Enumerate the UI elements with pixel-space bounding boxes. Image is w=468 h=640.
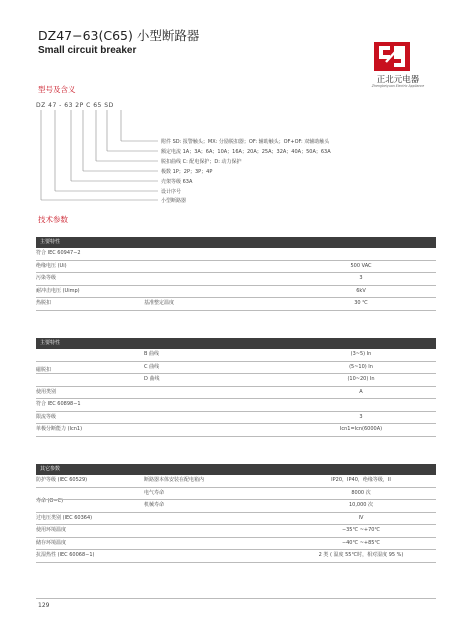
model-desc-design-no: 设计序号 bbox=[161, 189, 182, 195]
table-cell: 电气寿命 bbox=[144, 489, 165, 496]
model-desc-rated-current: 额定电流 1A；3A；6A；10A；16A；20A；25A；32A；40A；50A；63A bbox=[161, 149, 331, 155]
table-cell: 绝缘电压 (Ui) bbox=[36, 262, 67, 269]
table-cell: Icn1=Icn(6000A) bbox=[339, 426, 383, 432]
table-row bbox=[36, 525, 436, 538]
table-cell: 使用类别 bbox=[36, 388, 57, 395]
table-cell: 30 ℃ bbox=[354, 300, 368, 306]
table-row bbox=[36, 298, 436, 311]
table-row bbox=[36, 374, 436, 387]
table-cell: 2 类 ( 温度 55℃时，相对湿度 95 %) bbox=[318, 552, 404, 558]
table-cell: D 曲线 bbox=[144, 376, 160, 382]
table-cell bbox=[286, 399, 436, 411]
table-cell: 污染等级 bbox=[36, 275, 57, 281]
table-row bbox=[36, 273, 436, 286]
table-cell: 抗湿热性 (IEC 60068−1) bbox=[36, 552, 95, 558]
table-merged-label-magnetic-trip: 磁脱扣 bbox=[36, 367, 52, 373]
table-row bbox=[36, 488, 436, 501]
table-row bbox=[36, 513, 436, 526]
table-cell: 限流等级 bbox=[36, 413, 57, 420]
table-other-parameters bbox=[36, 464, 436, 563]
table-cell: 3 bbox=[359, 413, 363, 420]
table-cell: 10,000 次 bbox=[348, 502, 374, 508]
table-cell: (10~20) In bbox=[347, 376, 375, 382]
table-row bbox=[36, 248, 436, 261]
table-row bbox=[36, 550, 436, 563]
brand-tagline: Zhengbeiyuan Electric Appliance bbox=[371, 84, 425, 88]
section-title-tech: 技术参数 bbox=[38, 215, 68, 224]
table-row bbox=[36, 399, 436, 412]
table-cell: 6kV bbox=[356, 287, 366, 294]
page-number: 129 bbox=[38, 602, 50, 609]
table-header: 主要特性 bbox=[36, 237, 436, 248]
table-row bbox=[36, 538, 436, 551]
table-cell: 使用环境温度 bbox=[36, 527, 67, 533]
table-cell: 500 VAC bbox=[350, 262, 372, 269]
table-cell: 符合 IEC 60947−2 bbox=[36, 250, 81, 256]
table-row bbox=[36, 475, 436, 488]
table-cell: 储存环境温度 bbox=[36, 539, 67, 546]
table-row bbox=[36, 387, 436, 400]
table-merged-label-lifespan: 寿命 (O−C) bbox=[36, 498, 64, 504]
table-cell: 单极分断能力 (Icn1) bbox=[36, 426, 83, 432]
table-cell: IV bbox=[358, 514, 364, 521]
model-desc-frame: 壳架等级 63A bbox=[161, 179, 193, 185]
model-desc-accessory: 附件 SD: 报警触头；MX: 分励脱扣器；OF: 辅助触头；OF+OF: 双辅助触头 bbox=[161, 139, 330, 145]
model-desc-trip-curve: 脱扣曲线 C: 配电保护；D: 动力保护 bbox=[161, 159, 242, 165]
table-cell: 热脱扣 bbox=[36, 300, 52, 306]
table-cell: 过电压类别 (IEC 60364) bbox=[36, 514, 93, 521]
footer-divider bbox=[36, 598, 436, 599]
table-cell: 基准整定温度 bbox=[144, 300, 175, 306]
table-row bbox=[36, 412, 436, 425]
table-cell: 防护等级 (IEC 60529) bbox=[36, 477, 88, 483]
table-cell: 8000 次 bbox=[351, 489, 371, 496]
table-row bbox=[36, 500, 436, 513]
table-cell: 符合 IEC 60898−1 bbox=[36, 401, 81, 407]
model-code: DZ 47 - 63 2P C 65 SD bbox=[36, 102, 114, 109]
table-header: 其它参数 bbox=[36, 464, 436, 475]
page-title: DZ47−63(C65) 小型断路器 bbox=[38, 28, 200, 43]
table-cell: −35℃ ~+70℃ bbox=[341, 527, 381, 533]
model-desc-product: 小型断路器 bbox=[161, 198, 187, 204]
table-cell: C 曲线 bbox=[144, 363, 160, 370]
table-cell: 3 bbox=[359, 275, 363, 281]
table-header: 主要特性 bbox=[36, 338, 436, 349]
table-cell: 耐冲击电压 (Uimp) bbox=[36, 287, 80, 294]
table-cell: (5~10) In bbox=[349, 363, 373, 370]
table-cell: −40℃ ~+85℃ bbox=[341, 539, 381, 546]
table-cell: IP20，IP40，绝缘等级，II bbox=[331, 477, 391, 483]
table-cell: B 曲线 bbox=[144, 351, 160, 357]
table-main-characteristics-1 bbox=[36, 237, 436, 311]
table-cell: 机械寿命 bbox=[144, 502, 165, 508]
model-desc-poles: 极数 1P；2P；3P；4P bbox=[161, 169, 213, 175]
table-row bbox=[36, 349, 436, 362]
table-cell: (3~5) In bbox=[350, 351, 372, 357]
table-main-characteristics-2 bbox=[36, 338, 436, 437]
table-cell: 断路器本体安装在配电箱内 bbox=[144, 477, 205, 483]
brand-name: 正北元电器 bbox=[376, 75, 420, 85]
table-row bbox=[36, 424, 436, 437]
table-cell: A bbox=[359, 388, 363, 395]
table-row bbox=[36, 362, 436, 375]
table-row bbox=[36, 261, 436, 274]
page-subtitle: Small circuit breaker bbox=[38, 45, 137, 56]
section-title-model: 型号及含义 bbox=[38, 85, 76, 94]
table-row bbox=[36, 286, 436, 299]
table-cell bbox=[286, 248, 436, 260]
